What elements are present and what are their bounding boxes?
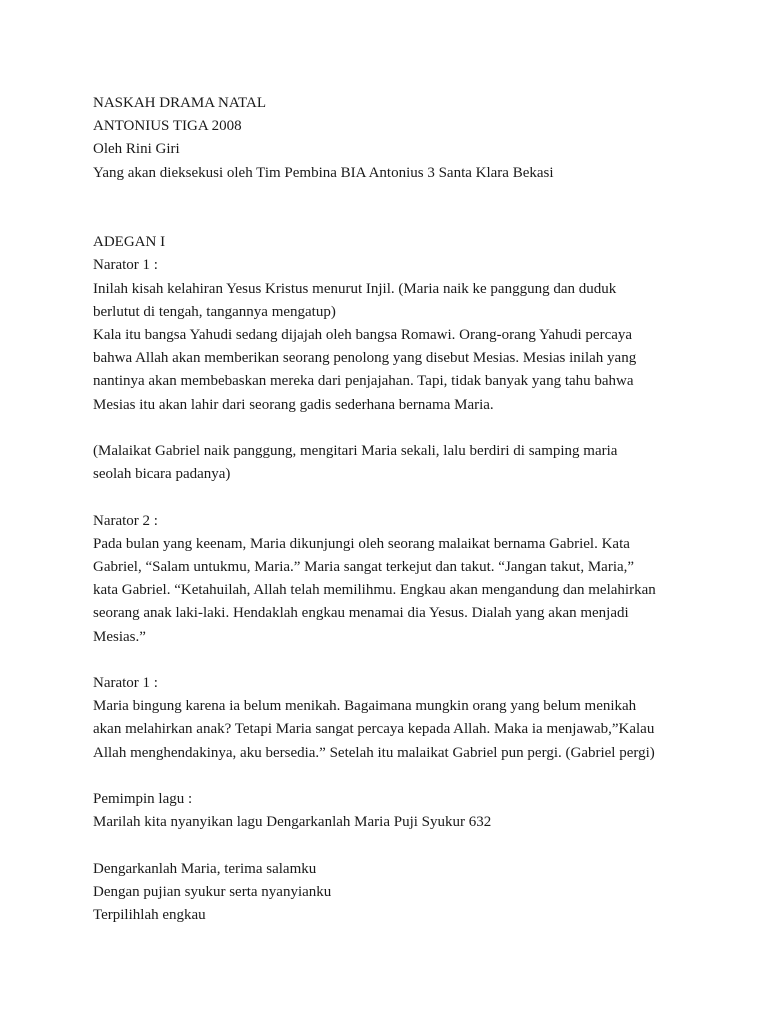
spacer (93, 417, 713, 440)
paragraph-line: Pada bulan yang keenam, Maria dikunjungi oleh seorang malaikat bernama Gabriel. Kata (93, 535, 630, 552)
paragraph-line: Maria bingung karena ia belum menikah. Bagaimana mungkin orang yang belum menikah (93, 698, 637, 715)
stage-direction-line: (Malaikat Gabriel naik panggung, mengitari Maria sekali, lalu berdiri di samping maria (93, 443, 618, 460)
song-lyric-line: Dengan pujian syukur serta nyanyianku (93, 883, 332, 900)
spacer (93, 834, 713, 857)
speaker-label: Narator 1 : (93, 257, 158, 274)
song-lyric-line: Terpilihlah engkau (93, 907, 206, 924)
speaker-label: Narator 1 : (93, 675, 158, 692)
paragraph-line: akan melahirkan anak? Tetapi Maria sangat percaya kepada Allah. Maka ia menjawab,”Kalau (93, 721, 655, 738)
speaker-label: Narator 2 : (93, 512, 158, 529)
document-subtitle: ANTONIUS TIGA 2008 (93, 118, 242, 135)
paragraph-line: Allah menghendakinya, aku bersedia.” Setelah itu malaikat Gabriel pun pergi. (Gabriel pergi) (93, 744, 655, 761)
document-executor: Yang akan dieksekusi oleh Tim Pembina BIA Antonius 3 Santa Klara Bekasi (93, 164, 554, 181)
paragraph-line: Inilah kisah kelahiran Yesus Kristus menurut Injil. (Maria naik ke panggung dan duduk (93, 280, 617, 297)
paragraph-line: Mesias itu akan lahir dari seorang gadis sederhana bernama Maria. (93, 396, 494, 413)
spacer (93, 649, 713, 672)
spacer (93, 185, 713, 231)
document-title: NASKAH DRAMA NATAL (93, 95, 266, 111)
paragraph-line: Kala itu bangsa Yahudi sedang dijajah oleh bangsa Romawi. Orang-orang Yahudi percaya (93, 327, 633, 344)
paragraph-line: Gabriel, “Salam untukmu, Maria.” Maria sangat terkejut dan takut. “Jangan takut, Maria,” (93, 559, 635, 576)
paragraph-line: bahwa Allah akan memberikan seorang penolong yang disebut Mesias. Mesias inilah yang (93, 350, 637, 367)
scene-heading: ADEGAN I (93, 234, 166, 251)
spacer (93, 765, 713, 788)
paragraph-line: berlutut di tengah, tangannya mengatup) (93, 303, 336, 320)
song-lyric-line: Dengarkanlah Maria, terima salamku (93, 860, 317, 877)
document-author: Oleh Rini Giri (93, 141, 180, 158)
paragraph-line: nantinya akan membebaskan mereka dari penjajahan. Tapi, tidak banyak yang tahu bahwa (93, 373, 634, 390)
paragraph-line: Mesias.” (93, 628, 146, 645)
stage-direction-line: seolah bicara padanya) (93, 466, 231, 483)
paragraph-line: kata Gabriel. “Ketahuilah, Allah telah memilihmu. Engkau akan mengandung dan melahirkan (93, 582, 656, 599)
paragraph-line: seorang anak laki-laki. Hendaklah engkau menamai dia Yesus. Dialah yang akan menjadi (93, 605, 629, 622)
speaker-label: Pemimpin lagu : (93, 791, 193, 808)
spacer (93, 486, 713, 509)
document-body (93, 92, 713, 927)
paragraph-line: Marilah kita nyanyikan lagu Dengarkanlah Maria Puji Syukur 632 (93, 814, 492, 831)
